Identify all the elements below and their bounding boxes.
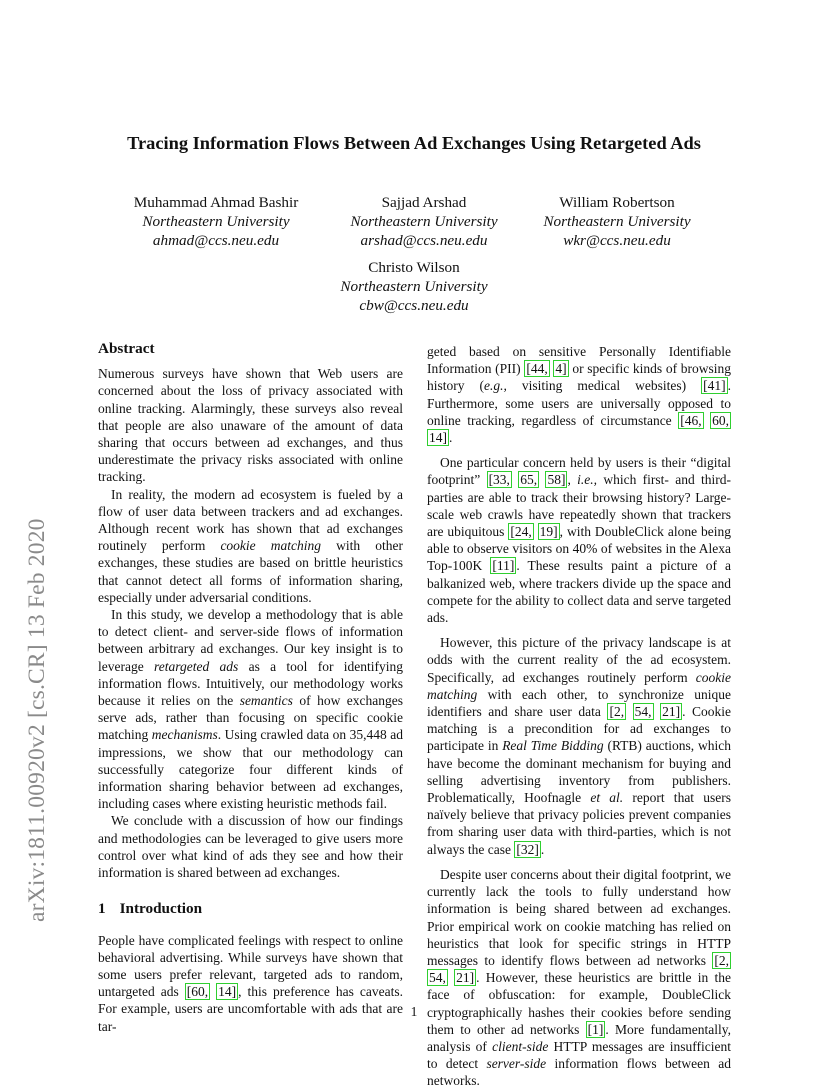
body-paragraph: One particular concern held by users is their “digital footprint” [33, 65, 58] , i.e., which first- and third-parties are able to track their browsing history? Large-scale web crawls have repeatedly shown that trackers are ubiquitous [24, 19] , with DoubleClick alone being able to observe visitors on 40% of websites in the Alexa Top-100K [11] . These results paint a picture of a balkanized web, where trackers divide up the space and compete for the ability to collect data and serve targeted ads.	[427, 455, 732, 626]
abstract-paragraph: In reality, the modern ad ecosystem is fueled by a flow of user data between trackers and ad exchanges. Although recent work has shown that ad exchanges routinely perform cookie matching with other exchanges, these studies are based on brittle heuristics that cannot detect all forms of information sharing, especially under adversarial conditions.	[98, 486, 403, 605]
citation-link[interactable]: [24,	[510, 524, 532, 540]
abstract-paragraph: Numerous surveys have shown that Web users are concerned about the loss of privacy associated with online tracking. Alarmingly, these surveys also reveal that people are also unaware of the amount of data sharing that occurs between ad exchanges, and thus underestimate the privacy risks associated with online tracking.	[98, 366, 403, 485]
author-4	[324, 258, 504, 316]
author-2	[334, 193, 514, 251]
body-paragraph: However, this picture of the privacy landscape is at odds with the current reality of the ad ecosystem. Specifically, ad exchanges routinely perform cookie matching with each other, to synchronize unique identifiers and share user data [2, 54, 21] . Cookie matching is a precondition for ad exchanges to participate in Real Time Bidding (RTB) auctions, which have become the dominant mechanism for buying and selling advertising inventory from publishers. Problematically, Hoofnagle et al. report that users naïvely believe that privacy policies prevent companies from sharing user data with third-parties, which is not always the case [32] .	[427, 635, 732, 857]
author-affiliation: Northeastern University	[350, 213, 498, 231]
citation-link[interactable]: 65,	[520, 472, 538, 488]
author-3	[527, 193, 707, 251]
page-number: 1	[410, 1004, 418, 1019]
citation-link[interactable]: 4]	[555, 361, 567, 377]
citation-link[interactable]: [32]	[516, 841, 539, 857]
author-affiliation: Northeastern University	[142, 213, 290, 231]
author-name: Sajjad Arshad	[381, 194, 467, 211]
citation-link[interactable]: 54,	[429, 970, 446, 986]
author-name: Christo Wilson	[368, 259, 460, 276]
citation-link[interactable]: 14]	[218, 984, 237, 1000]
abstract-paragraph: We conclude with a discussion of how our findings and methodologies can be leveraged to give users more control over what kind of ads they see and how their information is shared between ad exchanges.	[98, 813, 403, 881]
citation-link[interactable]: [60,	[186, 984, 209, 1000]
author-email: cbw@ccs.neu.edu	[359, 297, 469, 315]
right-column	[427, 343, 731, 1090]
citation-link[interactable]: 14]	[429, 430, 447, 446]
body-paragraph: Despite user concerns about their digital footprint, we currently lack the tools to fully understand how information is being shared between ad exchanges. Prior empirical work on cookie matching has relied on heuristics that look for specific strings in HTTP messages to identify flows between ad networks [2, 54, 21] . However, these heuristics are brittle in the face of obfuscation: for example, DoubleClick cryptographically hashes their cookies before sending them to other ad networks [1] . More fundamentally, analysis of client-side HTTP messages are insufficient to detect server-side information flows between ad networks.	[427, 866, 732, 1089]
citation-link[interactable]: [11]	[492, 558, 515, 574]
citation-link[interactable]: [2,	[609, 704, 625, 720]
abstract-heading: Abstract	[98, 340, 155, 357]
author-name: Muhammad Ahmad Bashir	[133, 194, 299, 211]
author-email: ahmad@ccs.neu.edu	[152, 232, 280, 250]
citation-link[interactable]: [46,	[680, 412, 702, 428]
citation-link[interactable]: 60,	[712, 412, 730, 428]
citation-link[interactable]: [41]	[703, 378, 726, 394]
arxiv-identifier: arXiv:1811.00920v2 [cs.CR] 13 Feb 2020	[24, 518, 50, 922]
author-affiliation: Northeastern University	[543, 213, 691, 231]
citation-link[interactable]: [44,	[526, 361, 548, 377]
citation-link[interactable]: 21]	[456, 970, 475, 986]
author-affiliation: Northeastern University	[340, 278, 488, 296]
author-name: William Robertson	[559, 194, 675, 211]
citation-link[interactable]: [33,	[488, 472, 510, 488]
citation-link[interactable]: 19]	[539, 524, 558, 540]
author-1	[126, 193, 306, 251]
body-paragraph: geted based on sensitive Personally Identifiable Information (PII) [44, 4] or specific kinds of browsing history (e.g., visiting medical websites) [41] . Furthermore, some users are universally opposed to online tracking, regardless of circumstance [46, 60, 14] .	[427, 344, 731, 446]
citation-link[interactable]: [1]	[587, 1021, 604, 1037]
author-email: wkr@ccs.neu.edu	[563, 232, 671, 250]
author-email: arshad@ccs.neu.edu	[360, 232, 488, 250]
section-title: Introduction	[119, 900, 203, 918]
paper-title: Tracing Information Flows Between Ad Exchanges Using Retargeted Ads	[127, 133, 701, 153]
section-number: 1	[98, 900, 106, 918]
citation-link[interactable]: 54,	[634, 704, 652, 720]
left-column	[98, 340, 403, 1035]
citation-link[interactable]: 58]	[547, 472, 566, 488]
section-heading-introduction	[98, 900, 403, 917]
citation-link[interactable]: 21]	[662, 704, 681, 720]
abstract-paragraph: In this study, we develop a methodology that is able to detect client- and server-side flows of information between arbitrary ad exchanges. Our key insight is to leverage retargeted ads as a tool for identifying information flows. Intuitively, our methodology works because it relies on the semantics of how exchanges serve ads, rather than focusing on specific cookie matching mechanisms. Using crawled data on 35,448 ad impressions, we show that our methodology can successfully categorize four different kinds of information sharing behavior between ad exchanges, including cases where existing heuristic methods fail.	[98, 607, 403, 812]
citation-link[interactable]: [2,	[714, 952, 729, 968]
intro-paragraph: People have complicated feelings with respect to online behavioral advertising. While surveys have shown that some users prefer relevant, targeted ads to random, untargeted ads [60, 14] , this preference has caveats. For example, users are uncomfortable with ads that are tar-	[98, 932, 403, 1034]
